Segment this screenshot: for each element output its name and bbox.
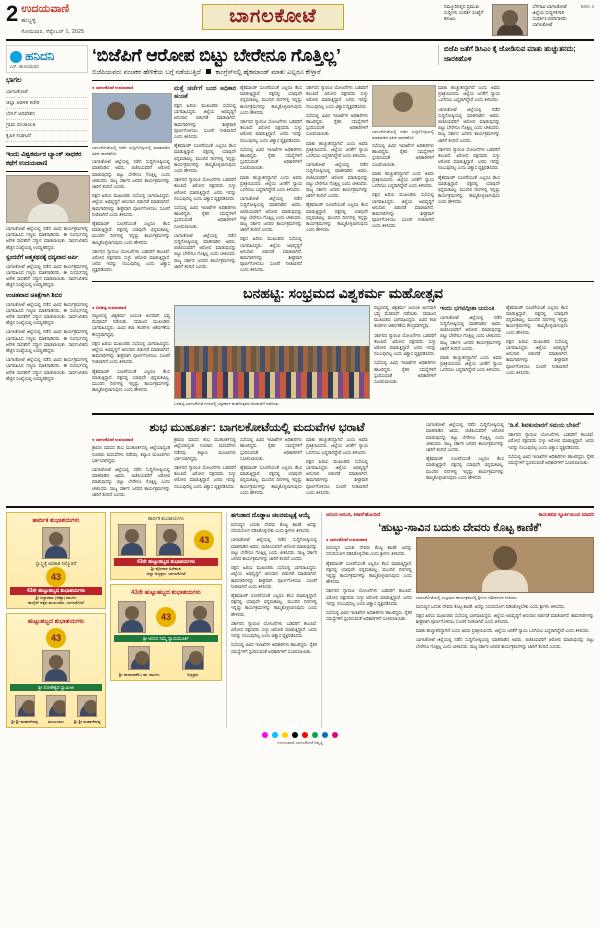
list-item[interactable]: ಗ್ರಾಮ ಪಂಚಾಯಿತಿ [6,120,88,131]
date-line: ಸೋಮವಾರ, ಸೆಪ್ಟೆಂಬರ್ 1, 2025 [21,29,85,35]
ad-title: ಹುಟ್ಟುಹಬ್ಬದ ಶುಭಾಶಯಗಳು [27,619,85,626]
event-photo [416,537,594,593]
paper-sub: ಹುಬ್ಬಳ್ಳಿ [21,18,36,24]
masthead-center [102,4,444,30]
lead-side-deck: ಬಿಜೆಪಿ ಜತೆಗೆ ಡಿಸಿಎಂ ಕೈ ಜೋಡಿಸುವ ಮಾತು ಹುಚ್ಚುತನದು; ಜಾರಕಿಹೊಳಿ [438,45,594,65]
ad-column-2 [110,512,222,728]
third-col-5: ಬಾಗಲಕೋಟೆ ಜಿಲ್ಲೆಯಲ್ಲಿ ನಡೆದ ಸುದ್ದಿಗೋಷ್ಠಿಯಲ್ಲಿ ಮಾತನಾಡಿದ ಅವರು, ಬಿಜೆಪಿಯವರಿಗೆ ಆರೋಪ ಮಾಡುವುದನ್ನು ಬಿಟ್ಟು ಬೇರೇನೂ ಗೊತ್ತಿಲ್ಲ ಎಂದು ಟೀಕಿಸಿದರು. ರಾಜ್ಯ ಸರ್ಕಾರ ಜನಪರ ಕಾರ್ಯಕ್ರಮಗಳನ್ನು ಜಾರಿಗೆ ತಂದಿದೆ ಎಂದರು. ಹೈಕಮಾಂಡ್ ಸೂಚನೆಯಂತೆ ಎಲ್ಲರೂ ಕೆಲಸ ಮಾಡುತ್ತಿದ್ದಾರೆ. ಪಕ್ಷದಲ್ಲಿ ಯಾವುದೇ ಭಿನ್ನಮತವಿಲ್ಲ. ಮುಂದಿನ ದಿನಗಳಲ್ಲಿ ಇನ್ನಷ್ಟು ಕಾರ್ಯಕ್ರಮಗಳನ್ನು ಹಮ್ಮಿಕೊಳ್ಳಲಾಗುವುದು ಎಂದು ಹೇಳಿದರು. [426,422,504,480]
bottom-left-body: ಮನುಷ್ಯನ ಬದುಕು ದೇವರು ಕೊಟ್ಟ ಕಾಣಿಕೆ. ಅದನ್ನು ಸದುಪಯೋಗ ಪಡಿಸಿಕೊಳ್ಳಬೇಕು ಎಂದು ಶ್ರೀಗಳು ತಿಳಿಸಿದರು. ಬಾಗಲಕೋಟೆ ಜಿಲ್ಲೆಯಲ್ಲಿ ನಡೆದ ಸುದ್ದಿಗೋಷ್ಠಿಯಲ್ಲಿ ಮಾತನಾಡಿದ ಅವರು, ಬಿಜೆಪಿಯವರಿಗೆ ಆರೋಪ ಮಾಡುವುದನ್ನು ಬಿಟ್ಟು ಬೇರೇನೂ ಗೊತ್ತಿಲ್ಲ ಎಂದು ಟೀಕಿಸಿದರು. ರಾಜ್ಯ ಸರ್ಕಾರ ಜನಪರ ಕಾರ್ಯಕ್ರಮಗಳನ್ನು ಜಾರಿಗೆ ತಂದಿದೆ ಎಂದರು. ಪಕ್ಷದ ಹಿರಿಯ ಮುಖಂಡರು ಸಭೆಯಲ್ಲಿ ಭಾಗವಹಿಸಿದ್ದರು. ಜಿಲ್ಲೆಯ ಅಭಿವೃದ್ಧಿಗೆ ಅನುದಾನ ಬಿಡುಗಡೆ ಮಾಡಲಾಗಿದೆ. ಕಾಮಗಾರಿಗಳನ್ನು ಶೀಘ್ರವಾಗಿ ಪೂರ್ಣಗೊಳಿಸಲು ಸೂಚನೆ ನೀಡಲಾಗಿದೆ ಎಂದು ತಿಳಿಸಿದರು. ಹೈಕಮಾಂಡ್ ಸೂಚನೆಯಂತೆ ಎಲ್ಲರೂ ಕೆಲಸ ಮಾಡುತ್ತಿದ್ದಾರೆ. ಪಕ್ಷದಲ್ಲಿ ಯಾವುದೇ ಭಿನ್ನಮತವಿಲ್ಲ. ಮುಂದಿನ ದಿನಗಳಲ್ಲಿ ಇನ್ನಷ್ಟು ಕಾರ್ಯಕ್ರಮಗಳನ್ನು ಹಮ್ಮಿಕೊಳ್ಳಲಾಗುವುದು ಎಂದು ಹೇಳಿದರು. ಸರ್ಕಾರದ ಗ್ಯಾರಂಟಿ ಯೋಜನೆಗಳು ಬಡವರಿಗೆ ತಲುಪಿವೆ. ವಿರೋಧ ಪಕ್ಷದವರು ಸುಳ್ಳು ಆರೋಪ ಮಾಡುತ್ತಿದ್ದಾರೆ. ಜನರು ಇದನ್ನು ನಂಬುವುದಿಲ್ಲ ಎಂದು ವಿಶ್ವಾಸ ವ್ಯಕ್ತಪಡಿಸಿದರು. ಸಭೆಯಲ್ಲಿ ವಿವಿಧ ಇಲಾಖೆಗಳ ಅಧಿಕಾರಿಗಳು ಹಾಜರಿದ್ದರು. ರೈತರ ಸಮಸ್ಯೆಗಳಿಗೆ ಸ್ಪಂದಿಸುವಂತೆ ಅಧಿಕಾರಿಗಳಿಗೆ ಸೂಚಿಸಲಾಯಿತು. [231,522,317,654]
rail-list [6,87,88,142]
edition-title: ಬಾಗಲಕೋಟೆ [202,4,343,30]
sub-headline-3: ‘ಡಿ.ಕೆ. ಶಿವಕುಮಾರಗೆ ಸಮಯ ಬೇಕಿದೆ’ [508,423,581,430]
rail-body-3: ಬಾಗಲಕೋಟೆ ಜಿಲ್ಲೆಯಲ್ಲಿ ನಡೆದ ವಿವಿಧ ಕಾರ್ಯಕ್ರಮಗಳಲ್ಲಿ ಭಾಗವಹಿಸಿದ ಗಣ್ಯರು ಮಾತನಾಡಿದರು. ಈ ಸಂದರ್ಭದಲ್ಲಿ ಅನೇಕ ಸಾಧಕರಿಗೆ ಸನ್ಮಾನ ಮಾಡಲಾಯಿತು. ಸಾರ್ವಜನಿಕರು ಹೆಚ್ಚಿನ ಸಂಖ್ಯೆಯಲ್ಲಿ ಉಪಸ್ಥಿತರಿದ್ದರು. ಬಾಗಲಕೋಟೆ ಜಿಲ್ಲೆಯಲ್ಲಿ ನಡೆದ ವಿವಿಧ ಕಾರ್ಯಕ್ರಮಗಳಲ್ಲಿ ಭಾಗವಹಿಸಿದ ಗಣ್ಯರು ಮಾತನಾಡಿದರು. ಈ ಸಂದರ್ಭದಲ್ಲಿ ಅನೇಕ ಸಾಧಕರಿಗೆ ಸನ್ಮಾನ ಮಾಡಲಾಯಿತು. ಸಾರ್ವಜನಿಕರು ಹೆಚ್ಚಿನ ಸಂಖ್ಯೆಯಲ್ಲಿ ಉಪಸ್ಥಿತರಿದ್ದರು. ಬಾಗಲಕೋಟೆ ಜಿಲ್ಲೆಯಲ್ಲಿ ನಡೆದ ವಿವಿಧ ಕಾರ್ಯಕ್ರಮಗಳಲ್ಲಿ ಭಾಗವಹಿಸಿದ ಗಣ್ಯರು ಮಾತನಾಡಿದರು. ಈ ಸಂದರ್ಭದಲ್ಲಿ ಅನೇಕ ಸಾಧಕರಿಗೆ ಸನ್ಮಾನ ಮಾಡಲಾಯಿತು. ಸಾರ್ವಜನಿಕರು ಹೆಚ್ಚಿನ ಸಂಖ್ಯೆಯಲ್ಲಿ ಉಪಸ್ಥಿತರಿದ್ದರು. [6,301,88,381]
rail-body-2: ಬಾಗಲಕೋಟೆ ಜಿಲ್ಲೆಯಲ್ಲಿ ನಡೆದ ವಿವಿಧ ಕಾರ್ಯಕ್ರಮಗಳಲ್ಲಿ ಭಾಗವಹಿಸಿದ ಗಣ್ಯರು ಮಾತನಾಡಿದರು. ಈ ಸಂದರ್ಭದಲ್ಲಿ ಅನೇಕ ಸಾಧಕರಿಗೆ ಸನ್ಮಾನ ಮಾಡಲಾಯಿತು. ಸಾರ್ವಜನಿಕರು ಹೆಚ್ಚಿನ ಸಂಖ್ಯೆಯಲ್ಲಿ ಉಪಸ್ಥಿತರಿದ್ದರು. [6,263,88,288]
list-item[interactable]: ಜಿಲ್ಲಾ ಆಡಳಿತ ಕಚೇರಿ [6,98,88,109]
honidani-title: ಹನಿದನಿ [10,49,84,64]
bottom-right-story [321,512,594,728]
ad-card[interactable] [110,512,222,580]
ad-card[interactable] [6,613,106,728]
ad-title: 43ನೇ ಹುಟ್ಟುಹಬ್ಬದ ಶುಭಾಶಯಗಳು [131,590,201,597]
third-col-4: ಮಾತು ಹುಚ್ಚುತನದ್ದಾಗಿದೆ ಎಂದು ಅವರು ಪ್ರತಿಕ್ರಿಯಿಸಿದರು. ಜಿಲ್ಲೆಯ ಜನತೆಗೆ ನ್ಯಾಯ ಒದಗಿಸಲು ಬದ್ಧರಾಗಿದ್ದೇವೆ ಎಂದು ತಿಳಿಸಿದರು. ಪಕ್ಷದ ಹಿರಿಯ ಮುಖಂಡರು ಸಭೆಯಲ್ಲಿ ಭಾಗವಹಿಸಿದ್ದರು. ಜಿಲ್ಲೆಯ ಅಭಿವೃದ್ಧಿಗೆ ಅನುದಾನ ಬಿಡುಗಡೆ ಮಾಡಲಾಗಿದೆ. ಕಾಮಗಾರಿಗಳನ್ನು ಶೀಘ್ರವಾಗಿ ಪೂರ್ಣಗೊಳಿಸಲು ಸೂಚನೆ ನೀಡಲಾಗಿದೆ ಎಂದು ತಿಳಿಸಿದರು. [306,437,368,495]
masthead-right [444,4,594,36]
bottom-left-title: ಹಗುಡಾದ ದೊಡ್ಡಾಟ ಚಲನಮಟ್ಟಕ್ಕೆ ಆಯ್ಕೆ [231,513,310,520]
bottom-right-kicker: ಆನಂದ-ಆನಂದಿ, ಕಿಸಾನ್‌ಹೊಂದಿದೆ [326,512,381,519]
color-dot [292,732,298,738]
ad-banner: 43ನೇ ಹುಟ್ಟುಹಬ್ಬದ ಶುಭಾಶಯಗಳು [114,558,218,566]
ad-role: ಕಾಂಗ್ರೆಸ್ ಪಕ್ಷದ ಮುಖಂಡರು, ಬಾಗಲಕೋಟೆ [28,600,84,606]
third-col-6: ‘ಡಿ.ಕೆ. ಶಿವಕುಮಾರಗೆ ಸಮಯ ಬೇಕಿದೆ’ ಸರ್ಕಾರದ ಗ್ಯಾರಂಟಿ ಯೋಜನೆಗಳು ಬಡವರಿಗೆ ತಲುಪಿವೆ. ವಿರೋಧ ಪಕ್ಷದವರು ಸುಳ್ಳು ಆರೋಪ ಮಾಡುತ್ತಿದ್ದಾರೆ. ಜನರು ಇದನ್ನು ನಂಬುವುದಿಲ್ಲ ಎಂದು ವಿಶ್ವಾಸ ವ್ಯಕ್ತಪಡಿಸಿದರು. ಸಭೆಯಲ್ಲಿ ವಿವಿಧ ಇಲಾಖೆಗಳ ಅಧಿಕಾರಿಗಳು ಹಾಜರಿದ್ದರು. ರೈತರ ಸಮಸ್ಯೆಗಳಿಗೆ ಸ್ಪಂದಿಸುವಂತೆ ಅಧಿಕಾರಿಗಳಿಗೆ ಸೂಚಿಸಲಾಯಿತು. [508,423,594,465]
photo-caption-2: ಬಾಗಲಕೋಟೆಯಲ್ಲಿ ನಡೆದ ಸುದ್ದಿಗೋಷ್ಠಿಯಲ್ಲಿ ಮಾತನಾಡಿದ ಸತೀಶ ಜಾರಕಿಹೊಳಿ. [372,129,434,140]
second-photo-block [174,305,370,410]
bottom-right-photo-block [416,537,594,653]
ad-card[interactable] [6,512,106,609]
lead-article-grid [92,85,594,277]
list-item[interactable]: ಬಾಗಲಕೋಟೆ [6,87,88,98]
list-item[interactable]: ಕೃಷಿಕ ಸಂಘಟನೆ [6,131,88,142]
third-col-3: ಸಭೆಯಲ್ಲಿ ವಿವಿಧ ಇಲಾಖೆಗಳ ಅಧಿಕಾರಿಗಳು ಹಾಜರಿದ್ದರು. ರೈತರ ಸಮಸ್ಯೆಗಳಿಗೆ ಸ್ಪಂದಿಸುವಂತೆ ಅಧಿಕಾರಿಗಳಿಗೆ ಸೂಚಿಸಲಾಯಿತು. ಹೈಕಮಾಂಡ್ ಸೂಚನೆಯಂತೆ ಎಲ್ಲರೂ ಕೆಲಸ ಮಾಡುತ್ತಿದ್ದಾರೆ. ಪಕ್ಷದಲ್ಲಿ ಯಾವುದೇ ಭಿನ್ನಮತವಿಲ್ಲ. ಮುಂದಿನ ದಿನಗಳಲ್ಲಿ ಇನ್ನಷ್ಟು ಕಾರ್ಯಕ್ರಮಗಳನ್ನು ಹಮ್ಮಿಕೊಳ್ಳಲಾಗುವುದು ಎಂದು ಹೇಳಿದರು. [240,437,302,495]
sub-headline-1: ಮತ್ತೆ ಚರ್ಚೆಗೆ ಬಂದ ಅಧಿಕಾರ ಹಂಚಿಕೆ [174,86,236,100]
ad-card[interactable] [110,584,222,681]
water-drop-icon [10,51,22,63]
lead-subhead-left: ಬಿಜೆಪಿಯವರು ವಂಚಕರ ಹೇಳಿಕೆಯ ಬಗ್ಗೆ ನಡೆಯುತ್ತಿದೆ [92,69,201,76]
color-dot [332,732,338,738]
masthead-note: ನಿಮ್ಮೂರಿನಲ್ಲಿನ ಪ್ರಮುಖ ಸುದ್ದಿಗಳು ಸಂಪರ್ಕ ಸಂಖ್ಯೆಗೆ ಕಳುಹಿಸಿ [444,4,484,21]
page-body [6,45,594,501]
ad-banner: 43ನೇ ಹುಟ್ಟುಹಬ್ಬದ ಶುಭಾಶಯಗಳು [10,587,102,595]
festival-photo [174,305,370,399]
ad-banner: ಶ್ರೀ ಲೋಕೇಶ್ವರ ಸ್ವಾಮೀಜಿ [10,684,102,691]
bottom-section [6,506,594,728]
lead-subhead [92,68,433,77]
third-col-2: ಶ್ರಾವಣ ಮಾಸದ ಶುಭ ಮುಹೂರ್ತದಲ್ಲಿ ಜಿಲ್ಲೆಯಾದ್ಯಂತ ನೂರಾರು ಮದುವೆಗಳು ನಡೆದವು. ಕಲ್ಯಾಣ ಮಂಟಪಗಳು ಭರ್ತಿಯಾಗಿದ್ದವು. ಸರ್ಕಾರದ ಗ್ಯಾರಂಟಿ ಯೋಜನೆಗಳು ಬಡವರಿಗೆ ತಲುಪಿವೆ. ವಿರೋಧ ಪಕ್ಷದವರು ಸುಳ್ಳು ಆರೋಪ ಮಾಡುತ್ತಿದ್ದಾರೆ. ಜನರು ಇದನ್ನು ನಂಬುವುದಿಲ್ಲ ಎಂದು ವಿಶ್ವಾಸ ವ್ಯಕ್ತಪಡಿಸಿದರು. [174,437,236,489]
bottom-right-title: ‘ಹುಟ್ಟು-ಸಾವಿನ ಬದುಕು ದೇವರು ಕೊಟ್ಟ ಕಾಣಿಕೆ’ [378,522,542,535]
second-story [92,281,594,410]
lead-col-1: ● ಬಾಗಲಕೋಟೆ ಉದಯವಾಣಿ ಬಾಗಲಕೋಟೆಯಲ್ಲಿ ನಡೆದ ಸುದ್ದಿಗೋಷ್ಠಿಯಲ್ಲಿ ಮಾತನಾಡಿದ ಸತೀಶ ಜಾರಕಿಹೊಳಿ. ಬಾಗಲಕೋಟೆ ಜಿಲ್ಲೆಯಲ್ಲಿ ನಡೆದ ಸುದ್ದಿಗೋಷ್ಠಿಯಲ್ಲಿ ಮಾತನಾಡಿದ ಅವರು, ಬಿಜೆಪಿಯವರಿಗೆ ಆರೋಪ ಮಾಡುವುದನ್ನು ಬಿಟ್ಟು ಬೇರೇನೂ ಗೊತ್ತಿಲ್ಲ ಎಂದು ಟೀಕಿಸಿದರು. ರಾಜ್ಯ ಸರ್ಕಾರ ಜನಪರ ಕಾರ್ಯಕ್ರಮಗಳನ್ನು ಜಾರಿಗೆ ತಂದಿದೆ ಎಂದರು. ಪಕ್ಷದ ಹಿರಿಯ ಮುಖಂಡರು ಸಭೆಯಲ್ಲಿ ಭಾಗವಹಿಸಿದ್ದರು. ಜಿಲ್ಲೆಯ ಅಭಿವೃದ್ಧಿಗೆ ಅನುದಾನ ಬಿಡುಗಡೆ ಮಾಡಲಾಗಿದೆ. ಕಾಮಗಾರಿಗಳನ್ನು ಶೀಘ್ರವಾಗಿ ಪೂರ್ಣಗೊಳಿಸಲು ಸೂಚನೆ ನೀಡಲಾಗಿದೆ ಎಂದು ತಿಳಿಸಿದರು. ಹೈಕಮಾಂಡ್ ಸೂಚನೆಯಂತೆ ಎಲ್ಲರೂ ಕೆಲಸ ಮಾಡುತ್ತಿದ್ದಾರೆ. ಪಕ್ಷದಲ್ಲಿ ಯಾವುದೇ ಭಿನ್ನಮತವಿಲ್ಲ. ಮುಂದಿನ ದಿನಗಳಲ್ಲಿ ಇನ್ನಷ್ಟು ಕಾರ್ಯಕ್ರಮಗಳನ್ನು ಹಮ್ಮಿಕೊಳ್ಳಲಾಗುವುದು ಎಂದು ಹೇಳಿದರು. ಸರ್ಕಾರದ ಗ್ಯಾರಂಟಿ ಯೋಜನೆಗಳು ಬಡವರಿಗೆ ತಲುಪಿವೆ. ವಿರೋಧ ಪಕ್ಷದವರು ಸುಳ್ಳು ಆರೋಪ ಮಾಡುತ್ತಿದ್ದಾರೆ. ಜನರು ಇದನ್ನು ನಂಬುವುದಿಲ್ಲ ಎಂದು ವಿಶ್ವಾಸ ವ್ಯಕ್ತಪಡಿಸಿದರು. [92,85,170,273]
second-col-1: ● ಬನಹಟ್ಟಿ ಉದಯವಾಣಿ ಪಟ್ಟಣದಲ್ಲಿ ವಿಶ್ವಕರ್ಮ ಜಯಂತಿ ಅಂಗವಾಗಿ ಭವ್ಯ ಮೆರವಣಿಗೆ ನಡೆಯಿತು. ಸಮಾಜದ ಮುಖಂಡರು ಭಾಗವಹಿಸಿದ್ದರು. ವಿವಿಧ ಕಲಾ ತಂಡಗಳು ಆಕರ್ಷಣೆಯ ಕೇಂದ್ರವಾಗಿದ್ದವು. ಪಕ್ಷದ ಹಿರಿಯ ಮುಖಂಡರು ಸಭೆಯಲ್ಲಿ ಭಾಗವಹಿಸಿದ್ದರು. ಜಿಲ್ಲೆಯ ಅಭಿವೃದ್ಧಿಗೆ ಅನುದಾನ ಬಿಡುಗಡೆ ಮಾಡಲಾಗಿದೆ. ಕಾಮಗಾರಿಗಳನ್ನು ಶೀಘ್ರವಾಗಿ ಪೂರ್ಣಗೊಳಿಸಲು ಸೂಚನೆ ನೀಡಲಾಗಿದೆ ಎಂದು ತಿಳಿಸಿದರು. ಹೈಕಮಾಂಡ್ ಸೂಚನೆಯಂತೆ ಎಲ್ಲರೂ ಕೆಲಸ ಮಾಡುತ್ತಿದ್ದಾರೆ. ಪಕ್ಷದಲ್ಲಿ ಯಾವುದೇ ಭಿನ್ನಮತವಿಲ್ಲ. ಮುಂದಿನ ದಿನಗಳಲ್ಲಿ ಇನ್ನಷ್ಟು ಕಾರ್ಯಕ್ರಮಗಳನ್ನು ಹಮ್ಮಿಕೊಳ್ಳಲಾಗುವುದು ಎಂದು ಹೇಳಿದರು. [92,304,170,393]
lead-col-2: ಮತ್ತೆ ಚರ್ಚೆಗೆ ಬಂದ ಅಧಿಕಾರ ಹಂಚಿಕೆ ಪಕ್ಷದ ಹಿರಿಯ ಮುಖಂಡರು ಸಭೆಯಲ್ಲಿ ಭಾಗವಹಿಸಿದ್ದರು. ಜಿಲ್ಲೆಯ ಅಭಿವೃದ್ಧಿಗೆ ಅನುದಾನ ಬಿಡುಗಡೆ ಮಾಡಲಾಗಿದೆ. ಕಾಮಗಾರಿಗಳನ್ನು ಶೀಘ್ರವಾಗಿ ಪೂರ್ಣಗೊಳಿಸಲು ಸೂಚನೆ ನೀಡಲಾಗಿದೆ ಎಂದು ತಿಳಿಸಿದರು. ಹೈಕಮಾಂಡ್ ಸೂಚನೆಯಂತೆ ಎಲ್ಲರೂ ಕೆಲಸ ಮಾಡುತ್ತಿದ್ದಾರೆ. ಪಕ್ಷದಲ್ಲಿ ಯಾವುದೇ ಭಿನ್ನಮತವಿಲ್ಲ. ಮುಂದಿನ ದಿನಗಳಲ್ಲಿ ಇನ್ನಷ್ಟು ಕಾರ್ಯಕ್ರಮಗಳನ್ನು ಹಮ್ಮಿಕೊಳ್ಳಲಾಗುವುದು ಎಂದು ಹೇಳಿದರು. ಸರ್ಕಾರದ ಗ್ಯಾರಂಟಿ ಯೋಜನೆಗಳು ಬಡವರಿಗೆ ತಲುಪಿವೆ. ವಿರೋಧ ಪಕ್ಷದವರು ಸುಳ್ಳು ಆರೋಪ ಮಾಡುತ್ತಿದ್ದಾರೆ. ಜನರು ಇದನ್ನು ನಂಬುವುದಿಲ್ಲ ಎಂದು ವಿಶ್ವಾಸ ವ್ಯಕ್ತಪಡಿಸಿದರು. ಸಭೆಯಲ್ಲಿ ವಿವಿಧ ಇಲಾಖೆಗಳ ಅಧಿಕಾರಿಗಳು ಹಾಜರಿದ್ದರು. ರೈತರ ಸಮಸ್ಯೆಗಳಿಗೆ ಸ್ಪಂದಿಸುವಂತೆ ಅಧಿಕಾರಿಗಳಿಗೆ ಸೂಚಿಸಲಾಯಿತು. ಬಾಗಲಕೋಟೆ ಜಿಲ್ಲೆಯಲ್ಲಿ ನಡೆದ ಸುದ್ದಿಗೋಷ್ಠಿಯಲ್ಲಿ ಮಾತನಾಡಿದ ಅವರು, ಬಿಜೆಪಿಯವರಿಗೆ ಆರೋಪ ಮಾಡುವುದನ್ನು ಬಿಟ್ಟು ಬೇರೇನೂ ಗೊತ್ತಿಲ್ಲ ಎಂದು ಟೀಕಿಸಿದರು. ರಾಜ್ಯ ಸರ್ಕಾರ ಜನಪರ ಕಾರ್ಯಕ್ರಮಗಳನ್ನು ಜಾರಿಗೆ ತಂದಿದೆ ಎಂದರು. [174,86,236,269]
byline: ● ಬಾಗಲಕೋಟೆ ಉದಯವಾಣಿ [92,85,134,90]
bottom-left-story [226,512,317,728]
bottom-right-col-1: ● ಬಾಗಲಕೋಟೆ ಉದಯವಾಣಿ ಮನುಷ್ಯನ ಬದುಕು ದೇವರು ಕೊಟ್ಟ ಕಾಣಿಕೆ. ಅದನ್ನು ಸದುಪಯೋಗ ಪಡಿಸಿಕೊಳ್ಳಬೇಕು ಎಂದು ಶ್ರೀಗಳು ತಿಳಿಸಿದರು. ಹೈಕಮಾಂಡ್ ಸೂಚನೆಯಂತೆ ಎಲ್ಲರೂ ಕೆಲಸ ಮಾಡುತ್ತಿದ್ದಾರೆ. ಪಕ್ಷದಲ್ಲಿ ಯಾವುದೇ ಭಿನ್ನಮತವಿಲ್ಲ. ಮುಂದಿನ ದಿನಗಳಲ್ಲಿ ಇನ್ನಷ್ಟು ಕಾರ್ಯಕ್ರಮಗಳನ್ನು ಹಮ್ಮಿಕೊಳ್ಳಲಾಗುವುದು ಎಂದು ಹೇಳಿದರು. ಸರ್ಕಾರದ ಗ್ಯಾರಂಟಿ ಯೋಜನೆಗಳು ಬಡವರಿಗೆ ತಲುಪಿವೆ. ವಿರೋಧ ಪಕ್ಷದವರು ಸುಳ್ಳು ಆರೋಪ ಮಾಡುತ್ತಿದ್ದಾರೆ. ಜನರು ಇದನ್ನು ನಂಬುವುದಿಲ್ಲ ಎಂದು ವಿಶ್ವಾಸ ವ್ಯಕ್ತಪಡಿಸಿದರು. ಸಭೆಯಲ್ಲಿ ವಿವಿಧ ಇಲಾಖೆಗಳ ಅಧಿಕಾರಿಗಳು ಹಾಜರಿದ್ದರು. ರೈತರ ಸಮಸ್ಯೆಗಳಿಗೆ ಸ್ಪಂದಿಸುವಂತೆ ಅಧಿಕಾರಿಗಳಿಗೆ ಸೂಚಿಸಲಾಯಿತು. [326,537,412,622]
list-item[interactable]: ಬೇಸಿಗೆ ಅಧಿವೇಶನ [6,109,88,120]
event-photo-caption: ಬಾಗಲಕೋಟೆಯಲ್ಲಿ ಸಂಭ್ರಮದ ಕಾರ್ಯಕ್ರಮದಲ್ಲಿ ಶ್ರೀಗಳು ಆಶೀರ್ವಚನ ನೀಡಿದರು. [416,595,518,601]
festival-photo-caption: ಬನಹಟ್ಟಿ-ಬಾಗಲಕೋಟೆ ನಗರದಲ್ಲಿ ವಿಶ್ವಕರ್ಮ ಮಹೋತ್ಸವದ ಮೆರವಣಿಗೆ ನಡೆಯಿತು. [174,400,280,406]
byline-4: ● ಬಾಗಲಕೋಟೆ ಉದಯವಾಣಿ [326,537,368,543]
ad-name: ಶ್ರೀ ದಾದಾಸಾಹೇಬ ಡಾ. ಪಾಟೀಲ [118,672,160,678]
ad-name: ಶ್ರೀ ಶ್ರೀ ಮಹಾದೇವಪ್ಪ [74,719,101,725]
ad-role: ಮುಖಂಡರು [48,719,64,725]
masthead-caption: ಬೆಳಗಾವಿ-ಬಾಗಲಕೋಟೆ ಜಿಲ್ಲೆಯ ಸುದ್ದಿಗಳಿಗಾಗಿ ಸಂಪರ್ಕಿಸಿ ವರದಿಗಾರರು ಬಾಗಲಕೋಟೆ [532,4,567,27]
byline-3: ● ಬಾಗಲಕೋಟೆ ಉದಯವಾಣಿ [92,437,134,443]
lead-col-3: ಹೈಕಮಾಂಡ್ ಸೂಚನೆಯಂತೆ ಎಲ್ಲರೂ ಕೆಲಸ ಮಾಡುತ್ತಿದ್ದಾರೆ. ಪಕ್ಷದಲ್ಲಿ ಯಾವುದೇ ಭಿನ್ನಮತವಿಲ್ಲ. ಮುಂದಿನ ದಿನಗಳಲ್ಲಿ ಇನ್ನಷ್ಟು ಕಾರ್ಯಕ್ರಮಗಳನ್ನು ಹಮ್ಮಿಕೊಳ್ಳಲಾಗುವುದು ಎಂದು ಹೇಳಿದರು. ಸರ್ಕಾರದ ಗ್ಯಾರಂಟಿ ಯೋಜನೆಗಳು ಬಡವರಿಗೆ ತಲುಪಿವೆ. ವಿರೋಧ ಪಕ್ಷದವರು ಸುಳ್ಳು ಆರೋಪ ಮಾಡುತ್ತಿದ್ದಾರೆ. ಜನರು ಇದನ್ನು ನಂಬುವುದಿಲ್ಲ ಎಂದು ವಿಶ್ವಾಸ ವ್ಯಕ್ತಪಡಿಸಿದರು. ಸಭೆಯಲ್ಲಿ ವಿವಿಧ ಇಲಾಖೆಗಳ ಅಧಿಕಾರಿಗಳು ಹಾಜರಿದ್ದರು. ರೈತರ ಸಮಸ್ಯೆಗಳಿಗೆ ಸ್ಪಂದಿಸುವಂತೆ ಅಧಿಕಾರಿಗಳಿಗೆ ಸೂಚಿಸಲಾಯಿತು. ಮಾತು ಹುಚ್ಚುತನದ್ದಾಗಿದೆ ಎಂದು ಅವರು ಪ್ರತಿಕ್ರಿಯಿಸಿದರು. ಜಿಲ್ಲೆಯ ಜನತೆಗೆ ನ್ಯಾಯ ಒದಗಿಸಲು ಬದ್ಧರಾಗಿದ್ದೇವೆ ಎಂದು ತಿಳಿಸಿದರು. ಬಾಗಲಕೋಟೆ ಜಿಲ್ಲೆಯಲ್ಲಿ ನಡೆದ ಸುದ್ದಿಗೋಷ್ಠಿಯಲ್ಲಿ ಮಾತನಾಡಿದ ಅವರು, ಬಿಜೆಪಿಯವರಿಗೆ ಆರೋಪ ಮಾಡುವುದನ್ನು ಬಿಟ್ಟು ಬೇರೇನೂ ಗೊತ್ತಿಲ್ಲ ಎಂದು ಟೀಕಿಸಿದರು. ರಾಜ್ಯ ಸರ್ಕಾರ ಜನಪರ ಕಾರ್ಯಕ್ರಮಗಳನ್ನು ಜಾರಿಗೆ ತಂದಿದೆ ಎಂದರು. ಪಕ್ಷದ ಹಿರಿಯ ಮುಖಂಡರು ಸಭೆಯಲ್ಲಿ ಭಾಗವಹಿಸಿದ್ದರು. ಜಿಲ್ಲೆಯ ಅಭಿವೃದ್ಧಿಗೆ ಅನುದಾನ ಬಿಡುಗಡೆ ಮಾಡಲಾಗಿದೆ. ಕಾಮಗಾರಿಗಳನ್ನು ಶೀಘ್ರವಾಗಿ ಪೂರ್ಣಗೊಳಿಸಲು ಸೂಚನೆ ನೀಡಲಾಗಿದೆ ಎಂದು ತಿಳಿಸಿದರು. [240,85,302,273]
ad-role: ಜಿಲ್ಲಾ ಅಧ್ಯಕ್ಷರು, ಬಾಗಲಕೋಟೆ [146,571,186,577]
ad-portrait [42,527,70,559]
color-dot [302,732,308,738]
rail-body-1: ಬಾಗಲಕೋಟೆ ಜಿಲ್ಲೆಯಲ್ಲಿ ನಡೆದ ವಿವಿಧ ಕಾರ್ಯಕ್ರಮಗಳಲ್ಲಿ ಭಾಗವಹಿಸಿದ ಗಣ್ಯರು ಮಾತನಾಡಿದರು. ಈ ಸಂದರ್ಭದಲ್ಲಿ ಅನೇಕ ಸಾಧಕರಿಗೆ ಸನ್ಮಾನ ಮಾಡಲಾಯಿತು. ಸಾರ್ವಜನಿಕರು ಹೆಚ್ಚಿನ ಸಂಖ್ಯೆಯಲ್ಲಿ ಉಪಸ್ಥಿತರಿದ್ದರು. [6,226,88,250]
bottom-right-kicker-2: ಕಾಯಕಪಥ ಸ್ಫೂರ್ತಿಯಿಂದ ಮಾದರಿ [538,512,594,519]
editor-photo [492,4,528,36]
lead-subhead-right: ಕಾಂಗ್ರೆಸ್‌ನಲ್ಲಿ ಹೈಕಮಾಂಡ್ ಮಾತು ಎಲ್ಲರೂ ಕೇಳ್ತಾರೆ [215,69,321,76]
bottom-right-col-2: ಮನುಷ್ಯನ ಬದುಕು ದೇವರು ಕೊಟ್ಟ ಕಾಣಿಕೆ. ಅದನ್ನು ಸದುಪಯೋಗ ಪಡಿಸಿಕೊಳ್ಳಬೇಕು ಎಂದು ಶ್ರೀಗಳು ತಿಳಿಸಿದರು. ಪಕ್ಷದ ಹಿರಿಯ ಮುಖಂಡರು ಸಭೆಯಲ್ಲಿ ಭಾಗವಹಿಸಿದ್ದರು. ಜಿಲ್ಲೆಯ ಅಭಿವೃದ್ಧಿಗೆ ಅನುದಾನ ಬಿಡುಗಡೆ ಮಾಡಲಾಗಿದೆ. ಕಾಮಗಾರಿಗಳನ್ನು ಶೀಘ್ರವಾಗಿ ಪೂರ್ಣಗೊಳಿಸಲು ಸೂಚನೆ ನೀಡಲಾಗಿದೆ ಎಂದು ತಿಳಿಸಿದರು. ಮಾತು ಹುಚ್ಚುತನದ್ದಾಗಿದೆ ಎಂದು ಅವರು ಪ್ರತಿಕ್ರಿಯಿಸಿದರು. ಜಿಲ್ಲೆಯ ಜನತೆಗೆ ನ್ಯಾಯ ಒದಗಿಸಲು ಬದ್ಧರಾಗಿದ್ದೇವೆ ಎಂದು ತಿಳಿಸಿದರು. ಬಾಗಲಕೋಟೆ ಜಿಲ್ಲೆಯಲ್ಲಿ ನಡೆದ ಸುದ್ದಿಗೋಷ್ಠಿಯಲ್ಲಿ ಮಾತನಾಡಿದ ಅವರು, ಬಿಜೆಪಿಯವರಿಗೆ ಆರೋಪ ಮಾಡುವುದನ್ನು ಬಿಟ್ಟು ಬೇರೇನೂ ಗೊತ್ತಿಲ್ಲ ಎಂದು ಟೀಕಿಸಿದರು. ರಾಜ್ಯ ಸರ್ಕಾರ ಜನಪರ ಕಾರ್ಯಕ್ರಮಗಳನ್ನು ಜಾರಿಗೆ ತಂದಿದೆ ಎಂದರು. [416,603,594,649]
color-dot [312,732,318,738]
color-dot [262,732,268,738]
second-col-3: ಪಟ್ಟಣದಲ್ಲಿ ವಿಶ್ವಕರ್ಮ ಜಯಂತಿ ಅಂಗವಾಗಿ ಭವ್ಯ ಮೆರವಣಿಗೆ ನಡೆಯಿತು. ಸಮಾಜದ ಮುಖಂಡರು ಭಾಗವಹಿಸಿದ್ದರು. ವಿವಿಧ ಕಲಾ ತಂಡಗಳು ಆಕರ್ಷಣೆಯ ಕೇಂದ್ರವಾಗಿದ್ದವು. ಸರ್ಕಾರದ ಗ್ಯಾರಂಟಿ ಯೋಜನೆಗಳು ಬಡವರಿಗೆ ತಲುಪಿವೆ. ವಿರೋಧ ಪಕ್ಷದವರು ಸುಳ್ಳು ಆರೋಪ ಮಾಡುತ್ತಿದ್ದಾರೆ. ಜನರು ಇದನ್ನು ನಂಬುವುದಿಲ್ಲ ಎಂದು ವಿಶ್ವಾಸ ವ್ಯಕ್ತಪಡಿಸಿದರು. ಸಭೆಯಲ್ಲಿ ವಿವಿಧ ಇಲಾಖೆಗಳ ಅಧಿಕಾರಿಗಳು ಹಾಜರಿದ್ದರು. ರೈತರ ಸಮಸ್ಯೆಗಳಿಗೆ ಸ್ಪಂದಿಸುವಂತೆ ಅಧಿಕಾರಿಗಳಿಗೆ ಸೂಚಿಸಲಾಯಿತು. [374,304,436,384]
third-col-1: ● ಬಾಗಲಕೋಟೆ ಉದಯವಾಣಿ ಶ್ರಾವಣ ಮಾಸದ ಶುಭ ಮುಹೂರ್ತದಲ್ಲಿ ಜಿಲ್ಲೆಯಾದ್ಯಂತ ನೂರಾರು ಮದುವೆಗಳು ನಡೆದವು. ಕಲ್ಯಾಣ ಮಂಟಪಗಳು ಭರ್ತಿಯಾಗಿದ್ದವು. ಬಾಗಲಕೋಟೆ ಜಿಲ್ಲೆಯಲ್ಲಿ ನಡೆದ ಸುದ್ದಿಗೋಷ್ಠಿಯಲ್ಲಿ ಮಾತನಾಡಿದ ಅವರು, ಬಿಜೆಪಿಯವರಿಗೆ ಆರೋಪ ಮಾಡುವುದನ್ನು ಬಿಟ್ಟು ಬೇರೇನೂ ಗೊತ್ತಿಲ್ಲ ಎಂದು ಟೀಕಿಸಿದರು. ರಾಜ್ಯ ಸರ್ಕಾರ ಜನಪರ ಕಾರ್ಯಕ್ರಮಗಳನ್ನು ಜಾರಿಗೆ ತಂದಿದೆ ಎಂದರು. [92,437,170,497]
age-badge: 43 [46,567,66,587]
age-badge: 43 [194,530,214,550]
page-title: ‘ಬಿಜೆಪಿಗೆ ಆರೋಪ ಬಿಟ್ಟು ಬೇರೇನೂ ಗೊತ್ತಿಲ್ಲ’ [92,45,341,65]
left-rail [6,45,88,501]
color-dot [272,732,278,738]
main-column [92,45,594,501]
lead-headline-block [92,45,433,77]
registration-dots [6,732,594,738]
ad-portrait [42,650,70,682]
second-story-title: ಬನಹಟ್ಟಿ: ಸಂಭ್ರಮದ ವಿಶ್ವಕರ್ಮ ಮಹೋತ್ಸವ [243,284,443,301]
masthead [6,1,595,41]
edition-tag: BGK 2 [580,4,595,9]
age-badge: 43 [46,628,66,648]
ad-sub: ಹಾರ್ದಿಕ ಶುಭಾಶಯಗಳು [147,516,185,522]
news-photo-2 [372,85,436,127]
ad-banner: ಶ್ರೀ ಆನಂದ ನಿಮ್ಮ ನ್ಯಾಯಮೂರ್ತಿ [114,635,218,642]
lead-col-4: ಸರ್ಕಾರದ ಗ್ಯಾರಂಟಿ ಯೋಜನೆಗಳು ಬಡವರಿಗೆ ತಲುಪಿವೆ. ವಿರೋಧ ಪಕ್ಷದವರು ಸುಳ್ಳು ಆರೋಪ ಮಾಡುತ್ತಿದ್ದಾರೆ. ಜನರು ಇದನ್ನು ನಂಬುವುದಿಲ್ಲ ಎಂದು ವಿಶ್ವಾಸ ವ್ಯಕ್ತಪಡಿಸಿದರು. ಸಭೆಯಲ್ಲಿ ವಿವಿಧ ಇಲಾಖೆಗಳ ಅಧಿಕಾರಿಗಳು ಹಾಜರಿದ್ದರು. ರೈತರ ಸಮಸ್ಯೆಗಳಿಗೆ ಸ್ಪಂದಿಸುವಂತೆ ಅಧಿಕಾರಿಗಳಿಗೆ ಸೂಚಿಸಲಾಯಿತು. ಮಾತು ಹುಚ್ಚುತನದ್ದಾಗಿದೆ ಎಂದು ಅವರು ಪ್ರತಿಕ್ರಿಯಿಸಿದರು. ಜಿಲ್ಲೆಯ ಜನತೆಗೆ ನ್ಯಾಯ ಒದಗಿಸಲು ಬದ್ಧರಾಗಿದ್ದೇವೆ ಎಂದು ತಿಳಿಸಿದರು. ಬಾಗಲಕೋಟೆ ಜಿಲ್ಲೆಯಲ್ಲಿ ನಡೆದ ಸುದ್ದಿಗೋಷ್ಠಿಯಲ್ಲಿ ಮಾತನಾಡಿದ ಅವರು, ಬಿಜೆಪಿಯವರಿಗೆ ಆರೋಪ ಮಾಡುವುದನ್ನು ಬಿಟ್ಟು ಬೇರೇನೂ ಗೊತ್ತಿಲ್ಲ ಎಂದು ಟೀಕಿಸಿದರು. ರಾಜ್ಯ ಸರ್ಕಾರ ಜನಪರ ಕಾರ್ಯಕ್ರಮಗಳನ್ನು ಜಾರಿಗೆ ತಂದಿದೆ ಎಂದರು. ಹೈಕಮಾಂಡ್ ಸೂಚನೆಯಂತೆ ಎಲ್ಲರೂ ಕೆಲಸ ಮಾಡುತ್ತಿದ್ದಾರೆ. ಪಕ್ಷದಲ್ಲಿ ಯಾವುದೇ ಭಿನ್ನಮತವಿಲ್ಲ. ಮುಂದಿನ ದಿನಗಳಲ್ಲಿ ಇನ್ನಷ್ಟು ಕಾರ್ಯಕ್ರಮಗಳನ್ನು ಹಮ್ಮಿಕೊಳ್ಳಲಾಗುವುದು ಎಂದು ಹೇಳಿದರು. [306,85,368,233]
sub-headline-2: ಇಂದು ಭಗವದ್ಗೀತಾ ಜಯಂತಿ [440,305,495,312]
footer-note: ಉದಯವಾಣಿ ಬಾಗಲಕೋಟೆ ಆವೃತ್ತಿ [277,740,323,746]
rail-subhead-1: ಸ್ಪಂದನೆಗೆ ಆತ್ಮಕಥನಕ್ಕೆ ಧನ್ಯವಾದ ಅರ್ಪಿ [6,254,79,261]
color-dot [322,732,328,738]
photo-caption: ಬಾಗಲಕೋಟೆಯಲ್ಲಿ ನಡೆದ ಸುದ್ದಿಗೋಷ್ಠಿಯಲ್ಲಿ ಮಾತನಾಡಿದ ಸತೀಶ ಜಾರಕಿಹೊಳಿ. [92,145,170,156]
lead-col-5: ಬಾಗಲಕೋಟೆಯಲ್ಲಿ ನಡೆದ ಸುದ್ದಿಗೋಷ್ಠಿಯಲ್ಲಿ ಮಾತನಾಡಿದ ಸತೀಶ ಜಾರಕಿಹೊಳಿ. ಸಭೆಯಲ್ಲಿ ವಿವಿಧ ಇಲಾಖೆಗಳ ಅಧಿಕಾರಿಗಳು ಹಾಜರಿದ್ದರು. ರೈತರ ಸಮಸ್ಯೆಗಳಿಗೆ ಸ್ಪಂದಿಸುವಂತೆ ಅಧಿಕಾರಿಗಳಿಗೆ ಸೂಚಿಸಲಾಯಿತು. ಮಾತು ಹುಚ್ಚುತನದ್ದಾಗಿದೆ ಎಂದು ಅವರು ಪ್ರತಿಕ್ರಿಯಿಸಿದರು. ಜಿಲ್ಲೆಯ ಜನತೆಗೆ ನ್ಯಾಯ ಒದಗಿಸಲು ಬದ್ಧರಾಗಿದ್ದೇವೆ ಎಂದು ತಿಳಿಸಿದರು. ಪಕ್ಷದ ಹಿರಿಯ ಮುಖಂಡರು ಸಭೆಯಲ್ಲಿ ಭಾಗವಹಿಸಿದ್ದರು. ಜಿಲ್ಲೆಯ ಅಭಿವೃದ್ಧಿಗೆ ಅನುದಾನ ಬಿಡುಗಡೆ ಮಾಡಲಾಗಿದೆ. ಕಾಮಗಾರಿಗಳನ್ನು ಶೀಘ್ರವಾಗಿ ಪೂರ್ಣಗೊಳಿಸಲು ಸೂಚನೆ ನೀಡಲಾಗಿದೆ ಎಂದು ತಿಳಿಸಿದರು. [372,85,434,277]
ad-name: ಶ್ರೀ ಸಿದ್ದಾರಾಮ (ಅಣ್ಣಾ) ಪಾಟೀಲ [35,595,77,601]
age-badge: 43 [156,607,176,627]
rail-lead-headline: ಇಂದು ವಿಶ್ವಕರ್ಮರ ಬ್ಯಾಂಕ್ ಸಾಧಕರ ಕಥೆಗೆ ಉದಯವಾಣಿ [6,146,88,172]
news-photo [92,93,172,143]
ad-column-1 [6,512,106,728]
square-bullet-icon [206,69,211,74]
lead-col-6: ಮಾತು ಹುಚ್ಚುತನದ್ದಾಗಿದೆ ಎಂದು ಅವರು ಪ್ರತಿಕ್ರಿಯಿಸಿದರು. ಜಿಲ್ಲೆಯ ಜನತೆಗೆ ನ್ಯಾಯ ಒದಗಿಸಲು ಬದ್ಧರಾಗಿದ್ದೇವೆ ಎಂದು ತಿಳಿಸಿದರು. ಬಾಗಲಕೋಟೆ ಜಿಲ್ಲೆಯಲ್ಲಿ ನಡೆದ ಸುದ್ದಿಗೋಷ್ಠಿಯಲ್ಲಿ ಮಾತನಾಡಿದ ಅವರು, ಬಿಜೆಪಿಯವರಿಗೆ ಆರೋಪ ಮಾಡುವುದನ್ನು ಬಿಟ್ಟು ಬೇರೇನೂ ಗೊತ್ತಿಲ್ಲ ಎಂದು ಟೀಕಿಸಿದರು. ರಾಜ್ಯ ಸರ್ಕಾರ ಜನಪರ ಕಾರ್ಯಕ್ರಮಗಳನ್ನು ಜಾರಿಗೆ ತಂದಿದೆ ಎಂದರು. ಸರ್ಕಾರದ ಗ್ಯಾರಂಟಿ ಯೋಜನೆಗಳು ಬಡವರಿಗೆ ತಲುಪಿವೆ. ವಿರೋಧ ಪಕ್ಷದವರು ಸುಳ್ಳು ಆರೋಪ ಮಾಡುತ್ತಿದ್ದಾರೆ. ಜನರು ಇದನ್ನು ನಂಬುವುದಿಲ್ಲ ಎಂದು ವಿಶ್ವಾಸ ವ್ಯಕ್ತಪಡಿಸಿದರು. ಹೈಕಮಾಂಡ್ ಸೂಚನೆಯಂತೆ ಎಲ್ಲರೂ ಕೆಲಸ ಮಾಡುತ್ತಿದ್ದಾರೆ. ಪಕ್ಷದಲ್ಲಿ ಯಾವುದೇ ಭಿನ್ನಮತವಿಲ್ಲ. ಮುಂದಿನ ದಿನಗಳಲ್ಲಿ ಇನ್ನಷ್ಟು ಕಾರ್ಯಕ್ರಮಗಳನ್ನು ಹಮ್ಮಿಕೊಳ್ಳಲಾಗುವುದು ಎಂದು ಹೇಳಿದರು. [438,85,500,205]
honidani-box [6,45,88,73]
second-col-5: ಹೈಕಮಾಂಡ್ ಸೂಚನೆಯಂತೆ ಎಲ್ಲರೂ ಕೆಲಸ ಮಾಡುತ್ತಿದ್ದಾರೆ. ಪಕ್ಷದಲ್ಲಿ ಯಾವುದೇ ಭಿನ್ನಮತವಿಲ್ಲ. ಮುಂದಿನ ದಿನಗಳಲ್ಲಿ ಇನ್ನಷ್ಟು ಕಾರ್ಯಕ್ರಮಗಳನ್ನು ಹಮ್ಮಿಕೊಳ್ಳಲಾಗುವುದು ಎಂದು ಹೇಳಿದರು. ಪಕ್ಷದ ಹಿರಿಯ ಮುಖಂಡರು ಸಭೆಯಲ್ಲಿ ಭಾಗವಹಿಸಿದ್ದರು. ಜಿಲ್ಲೆಯ ಅಭಿವೃದ್ಧಿಗೆ ಅನುದಾನ ಬಿಡುಗಡೆ ಮಾಡಲಾಗಿದೆ. ಕಾಮಗಾರಿಗಳನ್ನು ಶೀಘ್ರವಾಗಿ ಪೂರ್ಣಗೊಳಿಸಲು ಸೂಚನೆ ನೀಡಲಾಗಿದೆ ಎಂದು ತಿಳಿಸಿದರು. [506,304,568,375]
ad-sub: ಸ್ವಾಸ್ಥ್ಯಕ್ಕೆ ಅವಕಾಶ ನಿಮ್ಮೊಡನೆ [35,561,77,567]
byline-2: ● ಬನಹಟ್ಟಿ ಉದಯವಾಣಿ [92,304,127,310]
color-dot [282,732,288,738]
ad-name: ಶ್ರೀ ವೈಜನಾಥ ಹಿರೇಮಠ [151,566,181,572]
ad-role: ಅಧ್ಯಕ್ಷರು [187,672,199,678]
third-story-title: ಶುಭ ಮುಹೂರ್ತ: ಬಾಗಲಕೋಟೆಯಲ್ಲಿ ಮದುವೆಗಳ ಭರಾಟೆ [149,422,365,435]
rail-section-title: ಭಾಗಲ [6,77,22,84]
paper-name: ಉದಯವಾಣಿ ಹುಬ್ಬಳ್ಳಿ [21,4,84,27]
ad-title: ಹಾರ್ದಿಕ ಶುಭಾಶಯಗಳು [32,518,80,525]
third-story [92,413,594,501]
page-number: 2 [6,1,19,26]
honidani-sub: ಎಸ್. ಹುಣಸಿಮರದ [10,64,39,69]
second-col-4: ಇಂದು ಭಗವದ್ಗೀತಾ ಜಯಂತಿ ಬಾಗಲಕೋಟೆ ಜಿಲ್ಲೆಯಲ್ಲಿ ನಡೆದ ಸುದ್ದಿಗೋಷ್ಠಿಯಲ್ಲಿ ಮಾತನಾಡಿದ ಅವರು, ಬಿಜೆಪಿಯವರಿಗೆ ಆರೋಪ ಮಾಡುವುದನ್ನು ಬಿಟ್ಟು ಬೇರೇನೂ ಗೊತ್ತಿಲ್ಲ ಎಂದು ಟೀಕಿಸಿದರು. ರಾಜ್ಯ ಸರ್ಕಾರ ಜನಪರ ಕಾರ್ಯಕ್ರಮಗಳನ್ನು ಜಾರಿಗೆ ತಂದಿದೆ ಎಂದರು. ಮಾತು ಹುಚ್ಚುತನದ್ದಾಗಿದೆ ಎಂದು ಅವರು ಪ್ರತಿಕ್ರಿಯಿಸಿದರು. ಜಿಲ್ಲೆಯ ಜನತೆಗೆ ನ್ಯಾಯ ಒದಗಿಸಲು ಬದ್ಧರಾಗಿದ್ದೇವೆ ಎಂದು ತಿಳಿಸಿದರು. [440,305,502,373]
rail-portrait-photo [6,175,90,223]
lead-headline-zone [92,45,594,81]
rail-subhead-2: ಉಚಿತವಾದ ಚಿಕಿತ್ಸೆಗಾಗಿ ಶಿಬಿರ [6,292,62,299]
ad-name: ಶ್ರೀ ಶ್ರೀ ಮಹಾದೇವಪ್ಪ [11,719,38,725]
masthead-left [6,1,102,36]
